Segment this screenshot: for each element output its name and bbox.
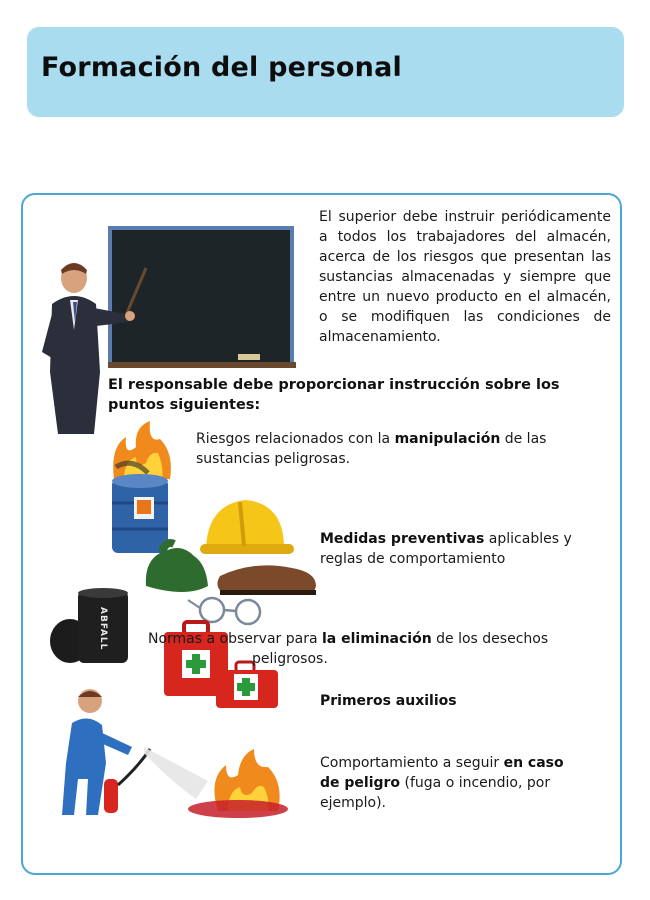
page-title: Formación del personal	[41, 52, 402, 83]
point-handling-post: de las sustancias peligrosas.	[196, 431, 547, 467]
firefighter-extinguisher-illustration	[58, 683, 298, 821]
waste-barrel-illustration	[50, 585, 134, 667]
intro-paragraph: El superior debe instruir periódicamente a todos los trabajadores del almacén, acerca de los riesgos que presentan las sustancias almacenadas y siempre que entre un nuevo producto en el almacén, o se modifiquen las condiciones de almacenamiento.	[319, 209, 611, 345]
point-preventive-bold: Medidas preventivas	[320, 531, 485, 547]
point-disposal-bold: la eliminación	[321, 631, 432, 647]
point-disposal	[148, 629, 578, 669]
point-handling-bold: manipulación	[394, 431, 501, 447]
point-preventive-measures	[320, 529, 590, 569]
point-danger-behavior	[320, 753, 580, 813]
point-disposal-line2: peligrosos.	[252, 651, 328, 667]
point-danger-bold: en caso de peligro	[320, 755, 564, 791]
title-banner	[27, 27, 624, 117]
barrel-label: ABFALL	[98, 607, 108, 651]
point-disposal-post: de los desechos	[431, 631, 549, 647]
point-disposal-pre: Normas a observar para	[148, 631, 322, 647]
lead-heading: El responsable debe proporcionar instrucción sobre los puntos siguientes:	[108, 377, 560, 413]
point-first-aid	[320, 691, 580, 711]
point-danger-pre: Comportamiento a seguir	[320, 755, 504, 771]
point-first-aid-bold: Primeros auxilios	[320, 693, 457, 709]
protective-equipment-illustration	[142, 490, 320, 630]
point-handling	[196, 429, 576, 469]
point-danger-post: (fuga o incendio, por ejemplo).	[320, 775, 551, 811]
point-handling-pre: Riesgos relacionados con la	[196, 431, 395, 447]
point-preventive-post: aplicables y reglas de comportamiento	[320, 531, 572, 567]
